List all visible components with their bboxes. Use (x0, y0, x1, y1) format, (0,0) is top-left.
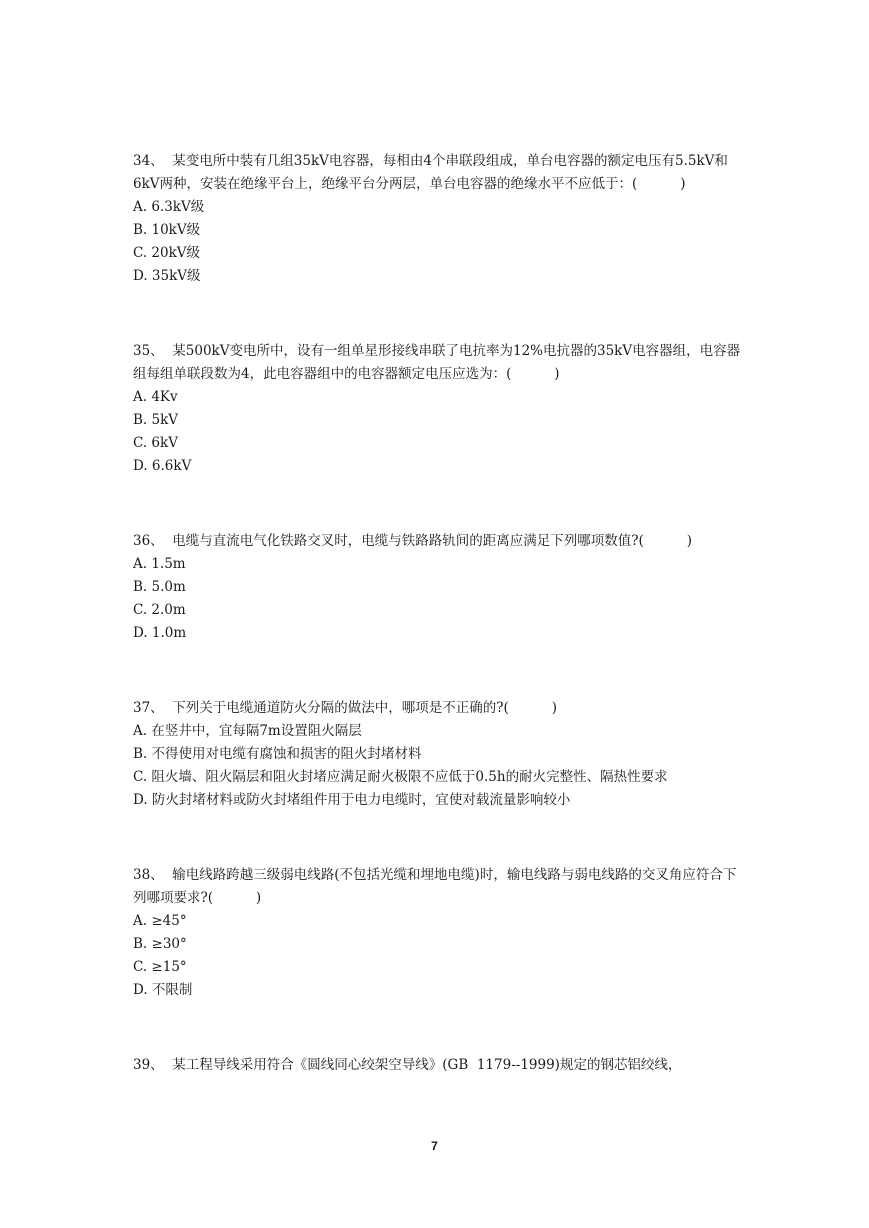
option-d: D. 6.6kV (133, 458, 192, 474)
option-b: B. 5kV (133, 412, 179, 428)
question-number: 39、 (133, 1057, 164, 1073)
document-body (133, 150, 745, 1077)
option-c: C. 20kV级 (133, 245, 201, 261)
option-a: A. 在竖井中，宜每隔7m设置阻火隔层 (133, 723, 362, 739)
question-text: 下列关于电缆通道防火分隔的做法中，哪项是不正确的?( ) (172, 700, 557, 716)
question-text: 某变电所中装有几组35kV电容器，每相由4个串联段组成，单台电容器的额定电压有5.5kV和6kV两种，安装在绝缘平台上，绝缘平台分两层，单台电容器的绝缘水平不应低于：( ) (133, 153, 728, 192)
question-stem (133, 1054, 745, 1077)
question-34 (133, 150, 745, 288)
question-stem (133, 340, 745, 386)
question-stem (133, 150, 745, 196)
question-number: 35、 (133, 343, 164, 359)
option-c: C. ≥15° (133, 959, 187, 975)
question-text: 某工程导线采用符合《圆线同心绞架空导线》(GB 1179--1999)规定的钢芯铝绞线， (172, 1057, 682, 1073)
option-d: D. 防火封堵材料或防火封堵组件用于电力电缆时，宜使对载流量影响较小 (133, 792, 571, 808)
page-number: 7 (431, 1139, 438, 1153)
option-c: C. 阻火墙、阻火隔层和阻火封堵应满足耐火极限不应低于0.5h的耐火完整性、隔热性要求 (133, 769, 668, 785)
option-a: A. 4Kv (133, 389, 178, 405)
question-stem (133, 530, 745, 553)
option-a: A. 1.5m (133, 556, 186, 572)
question-37 (133, 697, 745, 812)
question-number: 34、 (133, 153, 164, 169)
question-number: 36、 (133, 533, 164, 549)
option-a: A. 6.3kV级 (133, 199, 205, 215)
option-d: D. 不限制 (133, 982, 193, 998)
option-a: A. ≥45° (133, 913, 187, 929)
question-text: 电缆与直流电气化铁路交叉时，电缆与铁路路轨间的距离应满足下列哪项数值?( ) (172, 533, 692, 549)
option-b: B. 5.0m (133, 579, 186, 595)
option-b: B. 不得使用对电缆有腐蚀和损害的阻火封堵材料 (133, 746, 422, 762)
question-38 (133, 864, 745, 1002)
question-stem (133, 697, 745, 720)
option-b: B. 10kV级 (133, 222, 201, 238)
question-number: 37、 (133, 700, 164, 716)
question-stem (133, 864, 745, 910)
question-35 (133, 340, 745, 478)
option-d: D. 35kV级 (133, 268, 201, 284)
question-39 (133, 1054, 745, 1077)
option-c: C. 2.0m (133, 602, 186, 618)
question-number: 38、 (133, 867, 164, 883)
option-b: B. ≥30° (133, 936, 187, 952)
question-text: 某500kV变电所中，设有一组单星形接线串联了电抗率为12%电抗器的35kV电容器组，电容器组每组单联段数为4，此电容器组中的电容器额定电压应选为：( ) (133, 343, 741, 382)
question-36 (133, 530, 745, 645)
option-d: D. 1.0m (133, 625, 187, 641)
option-c: C. 6kV (133, 435, 178, 451)
question-text: 输电线路跨越三级弱电线路(不包括光缆和埋地电缆)时，输电线路与弱电线路的交叉角应符合下列哪项要求?( ) (133, 867, 737, 906)
